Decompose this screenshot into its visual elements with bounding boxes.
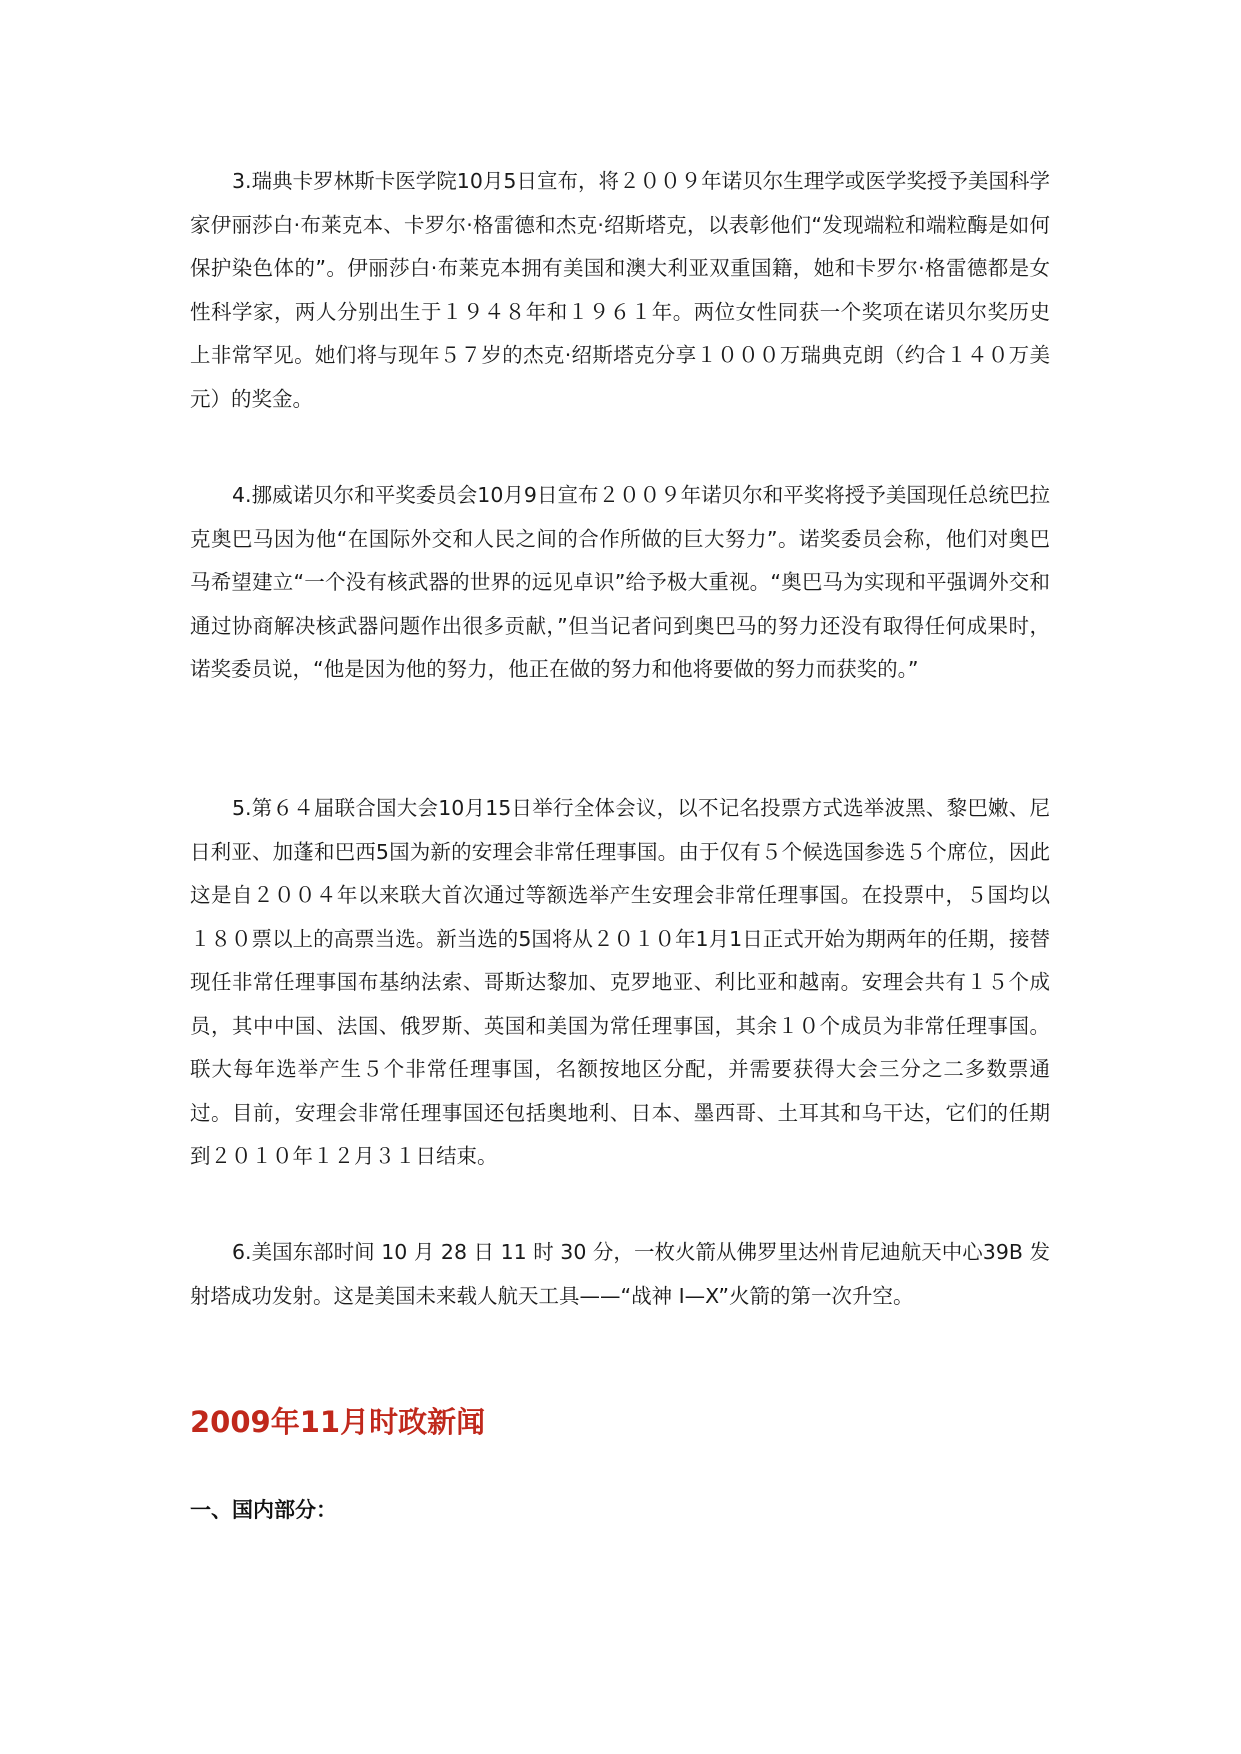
news-item-3-paragraph: 3.瑞典卡罗林斯卡医学院10月5日宣布，将２００９年诺贝尔生理学或医学奖授予美国科学家伊丽莎白·布莱克本、卡罗尔·格雷德和杰克·绍斯塔克，以表彰他们“发现端粒和端粒酶是如何保护染色体的”。伊丽莎白·布莱克本拥有美国和澳大利亚双重国籍，她和卡罗尔·格雷德都是女性科学家，两人分别出生于１９４８年和１９６１年。两位女性同获一个奖项在诺贝尔奖历史上非常罕见。她们将与现年５７岁的杰克·绍斯塔克分享１０００万瑞典克朗（约合１４０万美元）的奖金。 <box>190 169 1050 411</box>
news-item-6-paragraph: 6.美国东部时间 10 月 28 日 11 时 30 分，一枚火箭从佛罗里达州肯尼迪航天中心39B 发射塔成功发射。这是美国未来载人航天工具——“战神 I—X”火箭的第一次升空。 <box>190 1240 1050 1308</box>
news-item-5-paragraph: 5.第６４届联合国大会10月15日举行全体会议，以不记名投票方式选举波黑、黎巴嫩、尼日利亚、加蓬和巴西5国为新的安理会非常任理事国。由于仅有５个候选国参选５个席位，因此这是自２００４年以来联大首次通过等额选举产生安理会非常任理事国。在投票中，５国均以１８０票以上的高票当选。新当选的5国将从２０１０年1月1日正式开始为期两年的任期，接替现任非常任理事国布基纳法索、哥斯达黎加、克罗地亚、利比亚和越南。安理会共有１５个成员，其中中国、法国、俄罗斯、英国和美国为常任理事国，其余１０个成员为非常任理事国。联大每年选举产生５个非常任理事国，名额按地区分配，并需要获得大会三分之二多数票通过。目前，安理会非常任理事国还包括奥地利、日本、墨西哥、土耳其和乌干达，它们的任期到２０１０年１２月３１日结束。 <box>190 796 1050 1168</box>
news-item-4-paragraph: 4.挪威诺贝尔和平奖委员会10月9日宣布２００９年诺贝尔和平奖将授予美国现任总统巴拉克奥巴马因为他“在国际外交和人民之间的合作所做的巨大努力”。诺奖委员会称，他们对奥巴马希望建立“一个没有核武器的世界的远见卓识”给予极大重视。“奥巴马为实现和平强调外交和通过协商解决核武器问题作出很多贡献，”但当记者问到奥巴马的努力还没有取得任何成果时，诺奖委员说，“他是因为他的努力，他正在做的努力和他将要做的努力而获奖的。” <box>190 483 1050 681</box>
domestic-section-heading: 一、国内部分： <box>190 1498 337 1522</box>
month-news-heading: 2009年11月时政新闻 <box>190 1405 486 1439</box>
